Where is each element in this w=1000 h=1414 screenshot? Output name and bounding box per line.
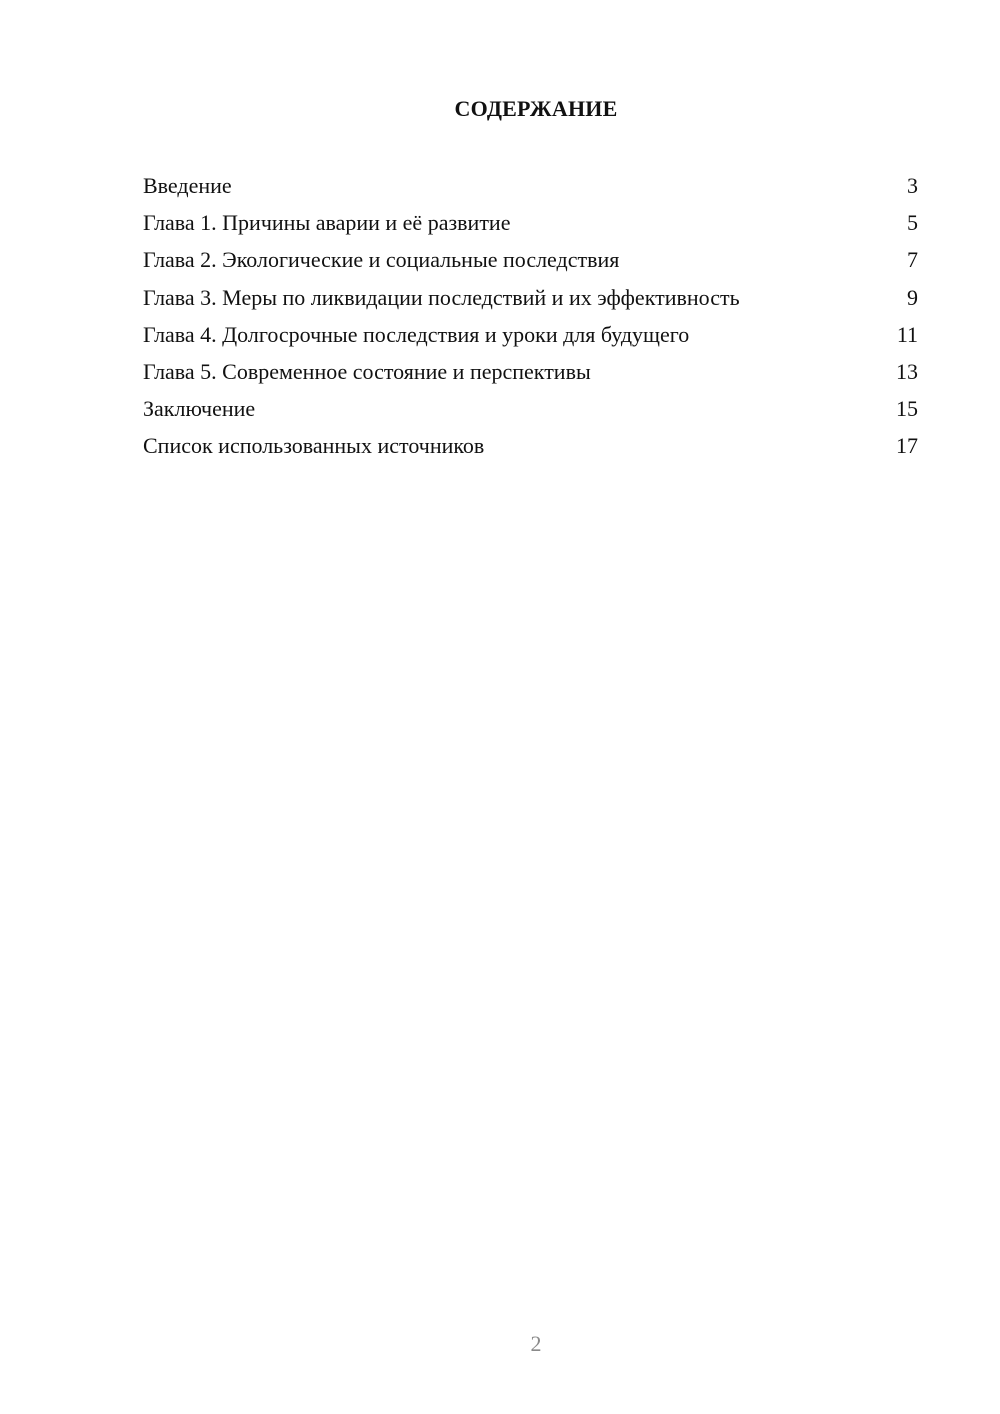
toc-entry-page: 3	[907, 173, 918, 198]
toc-entry-label: Глава 2. Экологические и социальные последствия	[143, 247, 620, 273]
toc-entry-chapter-4	[143, 316, 918, 353]
toc-entry-label: Глава 5. Современное состояние и перспективы	[143, 358, 591, 384]
toc-entry-page: 11	[896, 321, 918, 347]
toc-entry-page: 15	[896, 396, 918, 422]
toc-entry-introduction	[143, 167, 918, 204]
page-title: СОДЕРЖАНИЕ	[454, 96, 618, 121]
toc-entry-label: Глава 1. Причины аварии и её развитие	[143, 210, 511, 236]
toc-entry-page: 7	[907, 247, 918, 273]
toc-entry-label: Глава 4. Долгосрочные последствия и уроки для будущего	[143, 321, 690, 347]
toc-entry-label: Список использованных источников	[143, 433, 485, 459]
toc-entry-label: Введение	[143, 173, 232, 198]
toc-entry-conclusion	[143, 390, 918, 427]
table-of-contents	[143, 167, 918, 465]
toc-entry-chapter-1	[143, 204, 918, 241]
toc-entry-label: Глава 3. Меры по ликвидации последствий и их эффективность	[143, 284, 740, 310]
toc-entry-chapter-2	[143, 241, 918, 278]
toc-entry-references	[143, 427, 918, 464]
toc-entry-page: 13	[896, 358, 918, 384]
toc-entry-chapter-3	[143, 279, 918, 316]
page-number: 2	[530, 1331, 542, 1356]
toc-entry-page: 9	[907, 284, 918, 310]
toc-entry-label: Заключение	[143, 396, 256, 422]
toc-entry-page: 5	[907, 210, 918, 236]
toc-entry-chapter-5	[143, 353, 918, 390]
toc-entry-page: 17	[896, 433, 918, 459]
